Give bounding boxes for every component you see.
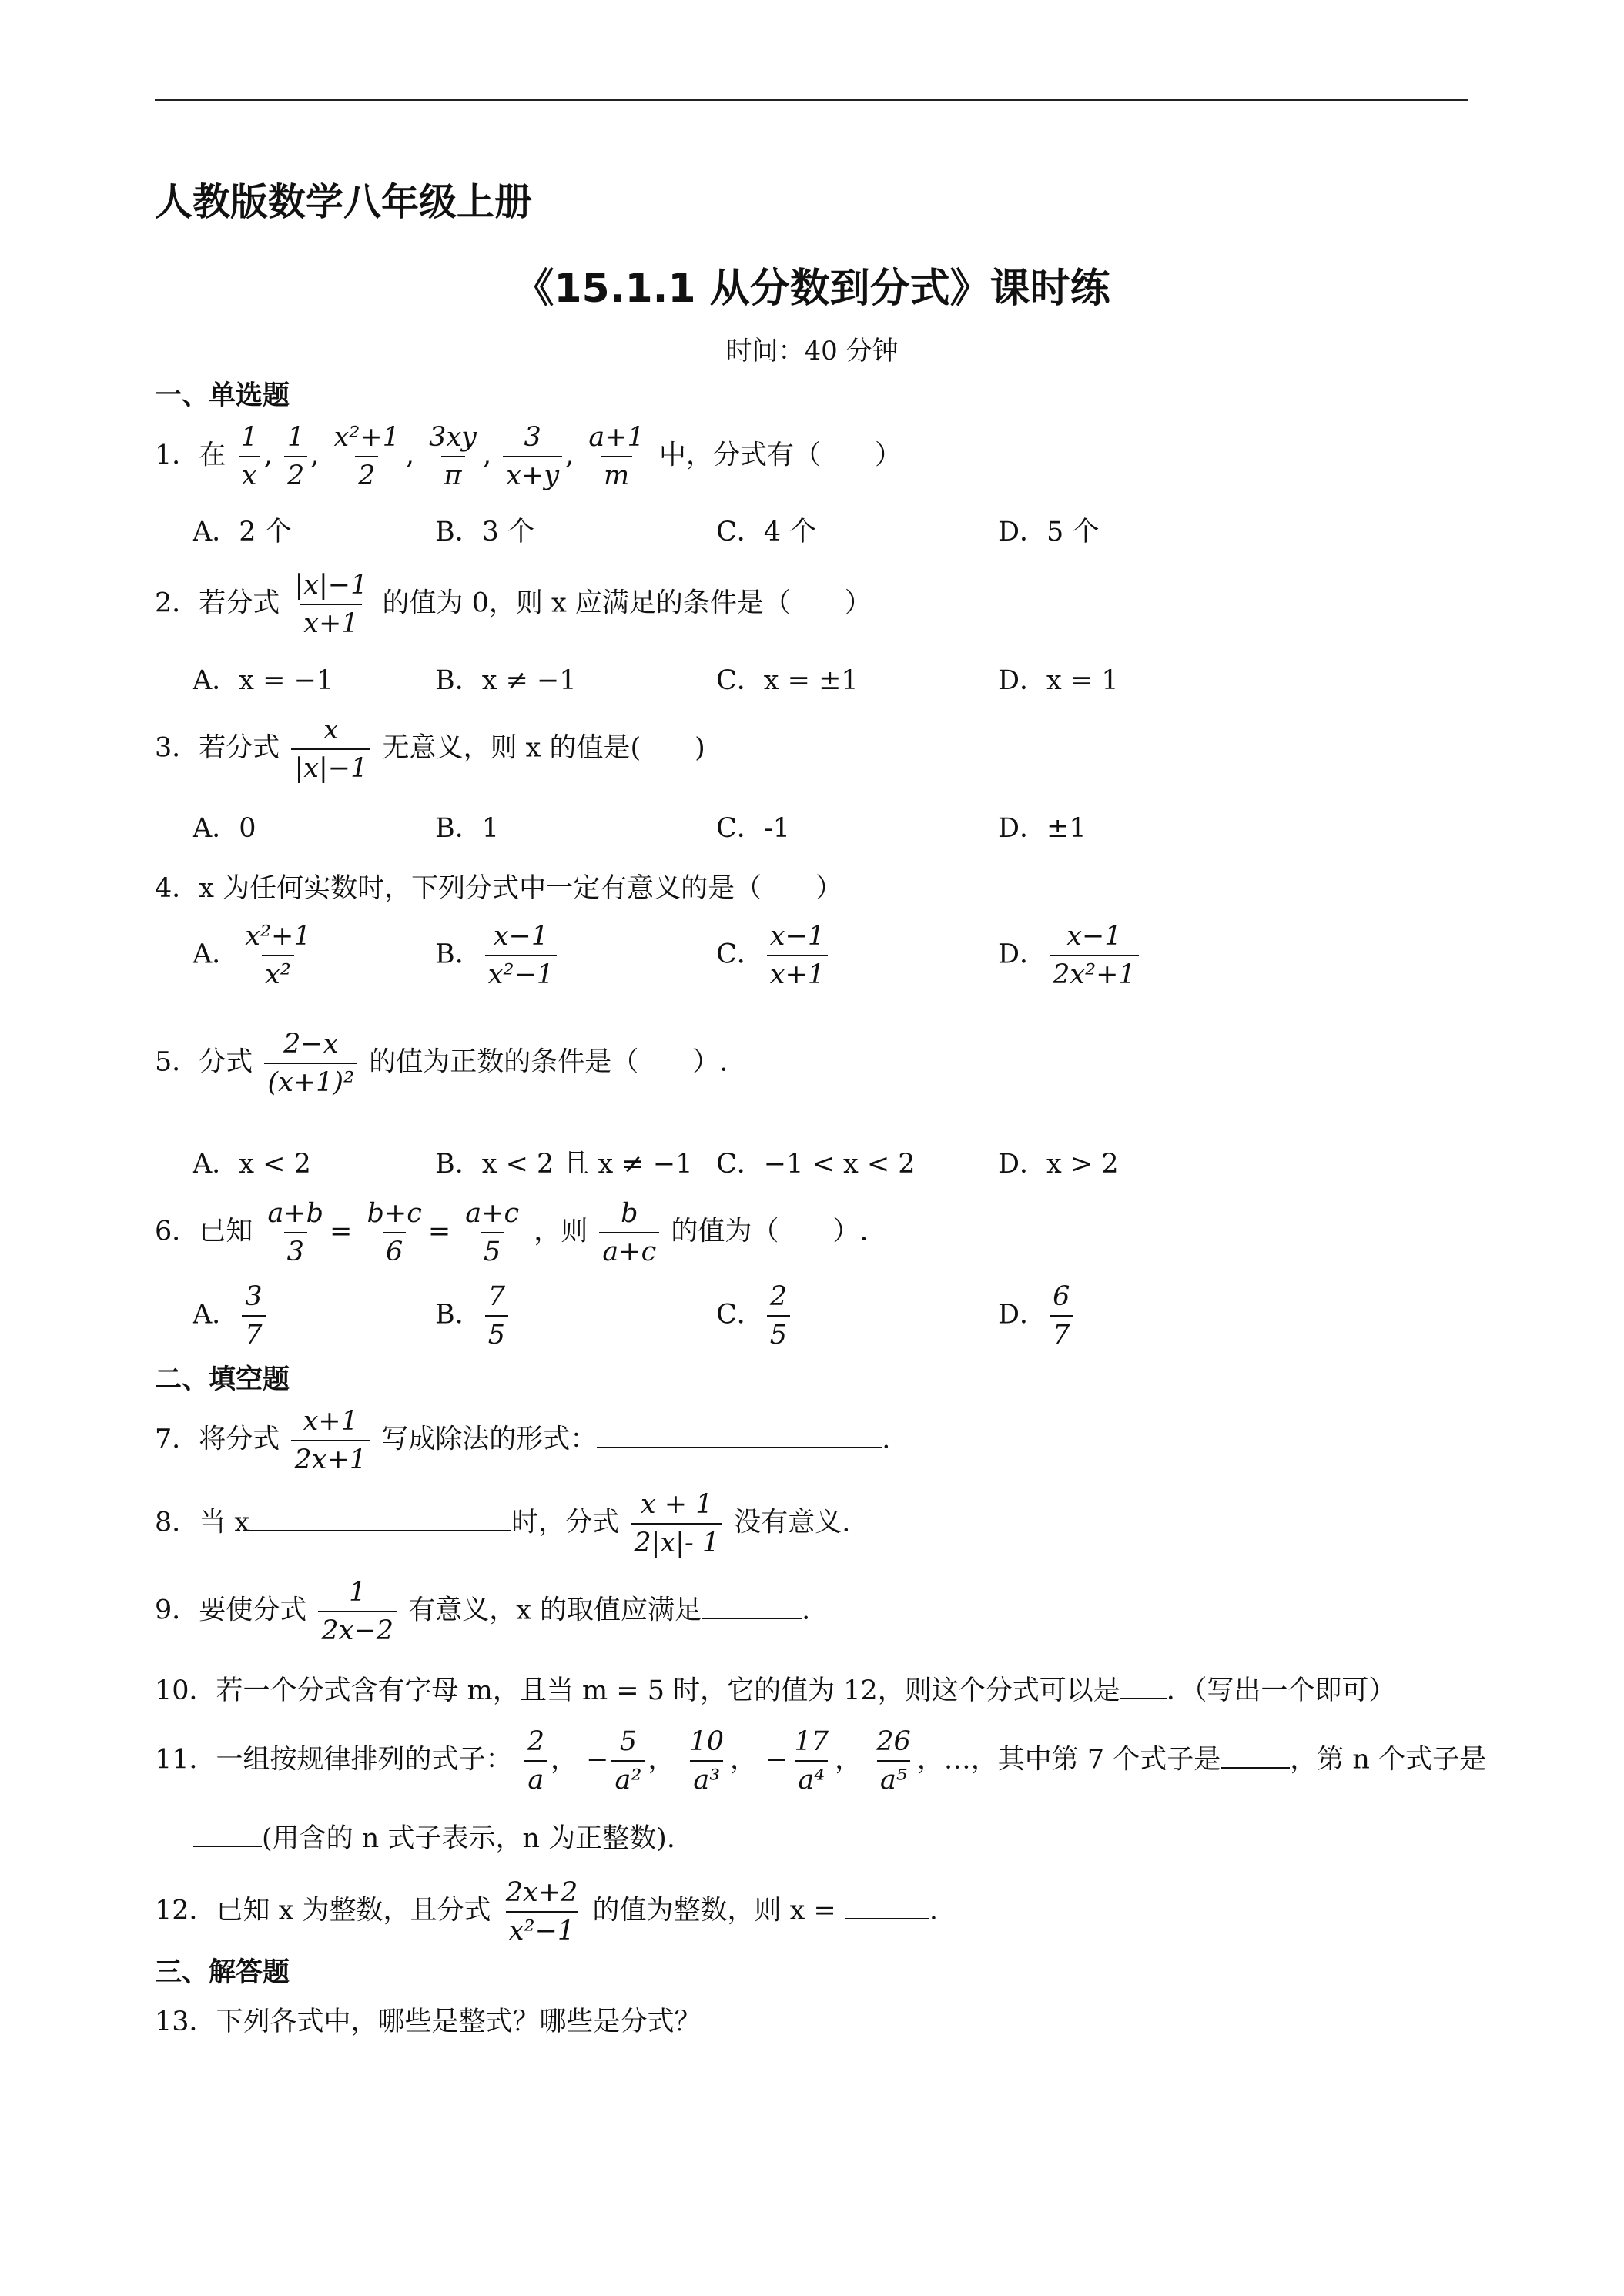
fraction (873, 1726, 914, 1796)
option-c[interactable]: C．−1 < x < 2 (716, 1149, 916, 1180)
fraction (631, 1489, 722, 1558)
option-a[interactable]: A．0 (193, 813, 256, 844)
numerator: a+b (267, 1198, 324, 1229)
answer-blank[interactable] (597, 1424, 882, 1448)
option-b[interactable] (435, 1281, 511, 1350)
option-label: A． (193, 939, 239, 970)
question-8 (155, 1489, 850, 1558)
q-number: 3． (155, 732, 199, 764)
denominator: 2 (284, 456, 307, 491)
q-text: 中，分式有（ ） (658, 440, 902, 471)
q-text: 一组按规律排列的式子： (216, 1744, 513, 1776)
time-limit: 时间：40 分钟 (725, 336, 899, 366)
option-a[interactable] (193, 1281, 269, 1350)
denominator: (x+1)² (264, 1063, 357, 1098)
fraction (611, 1726, 645, 1796)
q-text: 分式 (199, 1046, 253, 1078)
denominator: x² (262, 955, 294, 990)
numerator: a+c (465, 1198, 520, 1229)
option-c[interactable] (716, 1281, 793, 1350)
fraction (1050, 1281, 1073, 1350)
question-12 (155, 1877, 938, 1946)
denominator: 2x−2 (318, 1611, 397, 1646)
q-text: 要使分式 (199, 1595, 307, 1626)
numerator: x²+1 (333, 422, 400, 453)
denominator: a⁴ (795, 1760, 828, 1796)
fraction (599, 1198, 659, 1267)
q-text: x 为任何实数时，下列分式中一定有意义的是（ ） (199, 873, 843, 904)
denominator: x (239, 456, 260, 491)
question-3 (155, 715, 705, 784)
denominator: 5 (485, 1315, 508, 1350)
numerator: b (621, 1198, 638, 1229)
denominator: |x|−1 (291, 748, 370, 784)
fraction (485, 1281, 508, 1350)
numerator: x + 1 (640, 1489, 713, 1520)
section-fill-blank: 二、填空题 (155, 1364, 290, 1395)
numerator: a+1 (588, 422, 645, 453)
q-text: ，…，其中第 7 个式子是 (916, 1744, 1221, 1776)
option-b[interactable] (435, 921, 560, 990)
q-number: 7． (155, 1424, 199, 1455)
numerator: x+1 (303, 1406, 358, 1437)
numerator: 2x+2 (505, 1877, 578, 1908)
question-4 (155, 867, 842, 905)
option-d[interactable]: D．x > 2 (998, 1149, 1119, 1180)
q-text: 写成除法的形式： (381, 1424, 598, 1455)
numerator: 3 (524, 422, 541, 453)
option-label: C． (716, 1299, 764, 1330)
numerator: 2 (527, 1726, 544, 1757)
q-text: . (929, 1895, 939, 1926)
option-label: B． (435, 1299, 482, 1330)
question-13 (155, 2000, 702, 2039)
numerator: 5 (619, 1726, 638, 1757)
denominator: a³ (690, 1760, 723, 1796)
q-text: 的值为正数的条件是（ ）. (369, 1046, 728, 1078)
fraction (767, 921, 828, 990)
option-label: B． (435, 939, 482, 970)
fraction (284, 422, 307, 491)
q-text: 将分式 (199, 1424, 280, 1455)
question-5 (155, 1029, 728, 1098)
denominator: a⁵ (877, 1760, 910, 1796)
fraction (524, 1726, 547, 1796)
fraction (331, 422, 403, 491)
fraction (485, 921, 557, 990)
fraction (462, 1198, 522, 1267)
denominator: x²−1 (506, 1911, 578, 1946)
q-text: ，则 (534, 1216, 588, 1247)
option-c[interactable]: C．4 个 (716, 517, 817, 547)
option-c[interactable]: C．-1 (716, 813, 790, 844)
q-text: 的值为（ ）. (671, 1216, 869, 1247)
option-a[interactable] (193, 921, 317, 990)
answer-blank[interactable] (1221, 1744, 1290, 1769)
q-text: ．（写出一个即可） (1166, 1675, 1396, 1706)
option-label: A． (193, 1299, 239, 1330)
sign: − (765, 1744, 789, 1776)
fraction (792, 1726, 832, 1796)
q-text: (用含的 n 式子表示，n 为正整数). (262, 1823, 675, 1854)
q-number: 6． (155, 1216, 199, 1247)
q-text: . (802, 1595, 811, 1626)
option-c[interactable] (716, 921, 831, 990)
answer-blank[interactable] (845, 1895, 929, 1919)
denominator: 7 (1050, 1315, 1073, 1350)
fraction (237, 422, 260, 491)
q-text: 无意义，则 x 的值是( ) (382, 732, 705, 764)
q-text: 已知 (199, 1216, 253, 1247)
q-text: 若分式 (199, 587, 280, 619)
q-text: 已知 x 为整数，且分式 (216, 1895, 491, 1926)
option-d[interactable]: D．5 个 (998, 517, 1100, 547)
q-text: 的值为整数，则 x = (592, 1895, 836, 1926)
q-text: ，第 n 个式子是 (1290, 1744, 1487, 1776)
page-title: 《15.1.1 从分数到分式》课时练 (514, 266, 1110, 312)
option-label: D． (998, 939, 1047, 970)
denominator: x+1 (767, 955, 828, 990)
q-number: 13． (155, 2006, 216, 2037)
option-b[interactable]: B．1 (435, 813, 499, 844)
option-label: D． (998, 1299, 1047, 1330)
answer-blank[interactable] (249, 1507, 511, 1531)
denominator: x+y (503, 456, 562, 491)
option-a[interactable]: A．x < 2 (193, 1149, 311, 1180)
fraction (1050, 921, 1139, 990)
q-number: 5． (155, 1046, 199, 1078)
numerator: 1 (349, 1577, 367, 1608)
fraction (291, 570, 370, 639)
numerator: 17 (794, 1726, 829, 1757)
numerator: 1 (240, 422, 258, 453)
numerator: 3 (245, 1281, 263, 1312)
numerator: x (323, 715, 339, 745)
option-d[interactable] (998, 921, 1142, 990)
q-number: 10． (155, 1675, 216, 1706)
option-label: C． (716, 939, 764, 970)
q-number: 1． (155, 440, 199, 471)
header-rule (155, 99, 1468, 101)
numerator: x−1 (769, 921, 825, 952)
denominator: a² (611, 1760, 645, 1796)
numerator: 26 (876, 1726, 911, 1757)
option-d[interactable]: D．x = 1 (998, 665, 1119, 696)
fraction (767, 1281, 790, 1350)
denominator: 6 (383, 1232, 406, 1267)
answer-blank[interactable] (1120, 1675, 1167, 1699)
sign: − (586, 1744, 609, 1776)
question-2 (155, 570, 872, 639)
numerator: 7 (487, 1281, 506, 1312)
numerator: x²+1 (245, 921, 311, 952)
question-6: 6．已知 $\frac{a+b}{3}$ = $\frac{b+c}{6}$ = $\frac{a+c}{5}$ ，则 $\frac{b}{a+c}$ 的值为（ ）. (155, 1198, 869, 1267)
q-number: 12． (155, 1895, 216, 1926)
fraction (364, 1198, 425, 1267)
q-text: 在 (199, 440, 226, 471)
q-text: 的值为 0，则 x 应满足的条件是（ ） (382, 587, 872, 619)
fraction (242, 1281, 265, 1350)
fraction (291, 1406, 370, 1475)
option-d[interactable]: D．±1 (998, 813, 1087, 844)
q-text: 时，分式 (511, 1507, 620, 1538)
denominator: π (441, 456, 465, 491)
numerator: |x|−1 (294, 570, 368, 601)
option-b[interactable]: B．3 个 (435, 517, 535, 547)
question-11: 11．一组按规律排列的式子： $\frac{2}{a}$ ， − $\frac{5}{\text{a²}}$ ， $\frac{10}{\text{a³}}$ ， − $\frac{17}{\text{a⁴}}$ ， $\frac{26}{\text{a⁵}}$ ，…，其中第 7 个式子是 ，第 n 个式子是 (155, 1726, 1487, 1796)
numerator: 10 (689, 1726, 725, 1757)
option-b[interactable]: B．x ≠ −1 (435, 665, 577, 696)
denominator: 5 (767, 1315, 790, 1350)
fraction (291, 715, 370, 784)
denominator: 2x²+1 (1050, 955, 1139, 990)
fraction (503, 1877, 581, 1946)
answer-blank[interactable] (702, 1595, 802, 1619)
numerator: 2 (769, 1281, 788, 1312)
q-text: . (882, 1424, 891, 1455)
fraction (242, 921, 313, 990)
fraction (426, 422, 480, 491)
denominator: 2 (355, 456, 378, 491)
numerator: 2−x (283, 1029, 339, 1059)
q-number: 9． (155, 1595, 199, 1626)
q-text: 没有意义. (734, 1507, 851, 1538)
fraction (585, 422, 647, 491)
numerator: x−1 (1066, 921, 1122, 952)
q-text: 下列各式中，哪些是整式？哪些是分式？ (216, 2006, 702, 2037)
q-number: 2． (155, 587, 199, 619)
denominator: 7 (242, 1315, 265, 1350)
option-d[interactable] (998, 1281, 1076, 1350)
fraction (264, 1029, 357, 1098)
numerator: 6 (1053, 1281, 1070, 1312)
q-text: 有意义，x 的取值应满足 (408, 1595, 702, 1626)
question-10 (155, 1669, 1395, 1708)
option-c[interactable]: C．x = ±1 (716, 665, 859, 696)
numerator: x−1 (493, 921, 549, 952)
denominator: x²−1 (485, 955, 557, 990)
question-9 (155, 1577, 810, 1646)
book-title: 人教版数学八年级上册 (155, 180, 533, 224)
q-text: 若一个分式含有字母 m，且当 m = 5 时，它的值为 12，则这个分式可以是 (216, 1675, 1120, 1706)
q-number: 4． (155, 873, 199, 904)
question-1: 1．在 $\frac{1}{x}$ , $\frac{1}{2}$ , $\frac{\text{x²+1}}{2}$ , $\frac{3xy}{\pi}$ , $\frac{3}{x+y}$ , $\frac{a+1}{m}$ 中，分式有（ ） (155, 422, 902, 491)
fraction (687, 1726, 728, 1796)
numerator: 1 (286, 422, 305, 453)
denominator: 3 (284, 1232, 307, 1267)
question-11-line2 (193, 1817, 675, 1856)
denominator: 5 (481, 1232, 504, 1267)
denominator: m (601, 456, 632, 491)
section-single-choice: 一、单选题 (155, 380, 290, 411)
q-text: 若分式 (199, 732, 280, 764)
denominator: 2x+1 (291, 1440, 370, 1475)
numerator: 3xy (429, 422, 477, 453)
fraction (503, 422, 562, 491)
q-text: 当 x (199, 1507, 250, 1538)
option-b[interactable]: B．x < 2 且 x ≠ −1 (435, 1149, 693, 1180)
q-number: 8． (155, 1507, 199, 1538)
denominator: a (524, 1760, 547, 1796)
question-7 (155, 1406, 890, 1475)
fraction (318, 1577, 397, 1646)
fraction (264, 1198, 326, 1267)
denominator: x+1 (300, 604, 361, 639)
q-number: 11． (155, 1744, 216, 1776)
answer-blank[interactable] (193, 1822, 262, 1847)
option-a[interactable]: A．2 个 (193, 517, 292, 547)
numerator: b+c (367, 1198, 422, 1229)
denominator: 2|x|- 1 (631, 1523, 722, 1558)
denominator: a+c (599, 1232, 659, 1267)
option-a[interactable]: A．x = −1 (193, 665, 334, 696)
section-answer: 三、解答题 (155, 1957, 290, 1988)
